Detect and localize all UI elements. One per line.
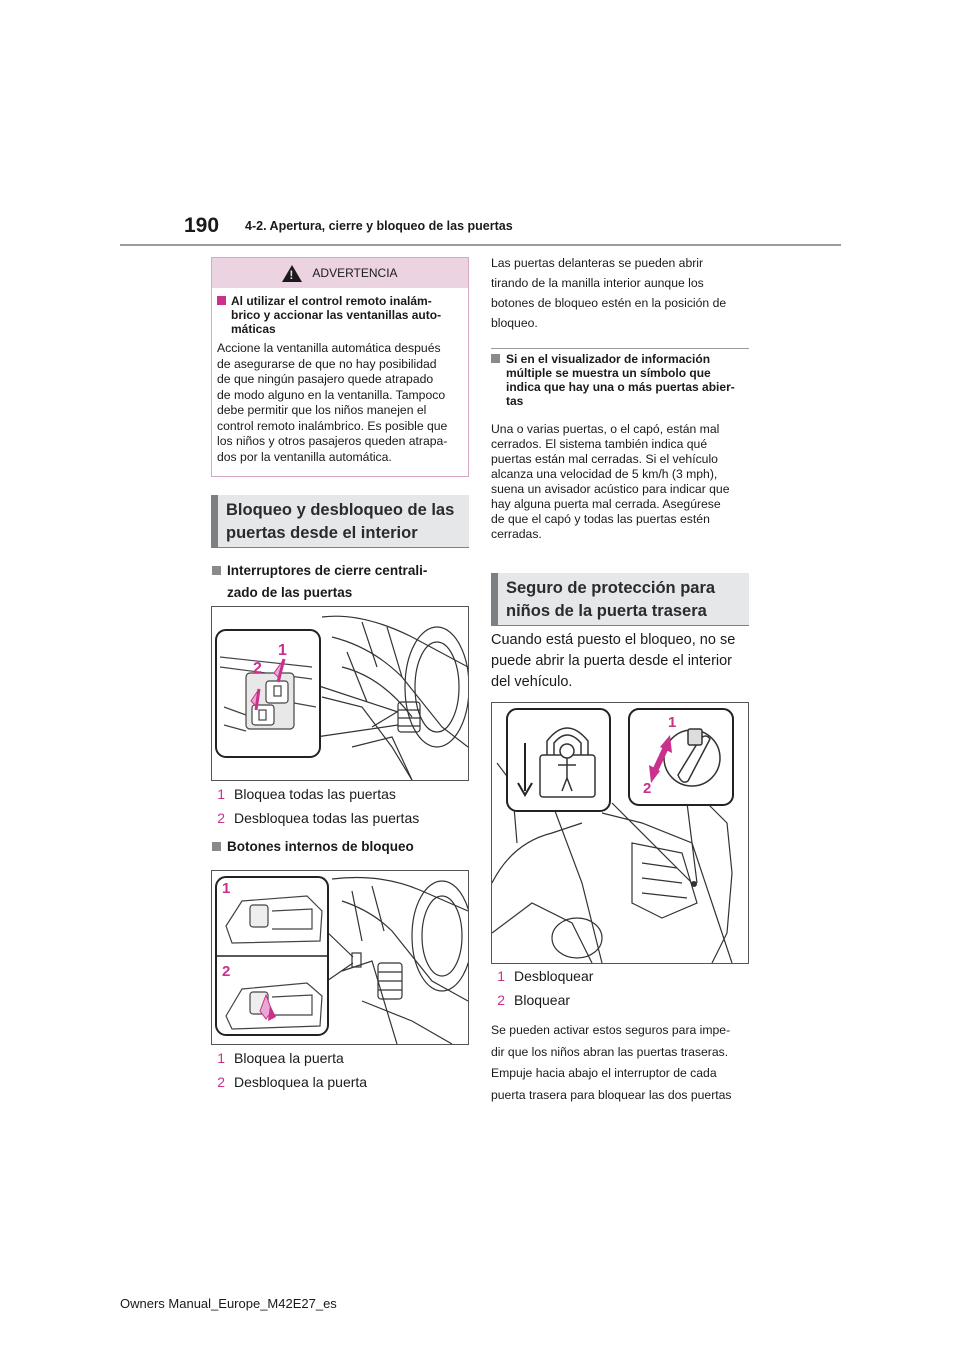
subheading-text: Si en el visualizador de información múltiple se muestra un símbolo que indica que hay una o más puertas abier- tas <box>506 352 735 408</box>
warning-triangle-icon <box>282 265 302 282</box>
section-title: 4-2. Apertura, cierre y bloqueo de las puertas <box>245 219 513 233</box>
list-item: 2 Desbloquea la puerta <box>217 1074 368 1090</box>
child-lock-intro: Cuando está puesto el bloqueo, no se puede abrir la puerta desde el interior del vehículo. <box>491 632 736 690</box>
list-child-lock <box>493 964 593 1012</box>
warning-box <box>211 257 469 477</box>
square-bullet-icon <box>212 842 221 851</box>
section-heading-interior-lock: Bloqueo y desbloqueo de las puertas desde el interior <box>211 495 469 547</box>
subheading-text: Interruptores de cierre centrali- zado de las puertas <box>227 563 428 600</box>
figure-label-two: 2 <box>222 963 231 980</box>
list-item: 2 Bloquear <box>497 992 571 1008</box>
warning-subheading <box>217 294 463 336</box>
warning-subheading-text: Al utilizar el control remoto inalám- brico y accionar las ventanillas auto- máticas <box>231 294 442 336</box>
figure-label-two: 2 <box>253 660 262 677</box>
section-heading-rule <box>491 625 749 626</box>
header-rule <box>120 244 841 246</box>
list-interior-lock <box>213 1046 367 1094</box>
warning-label: ADVERTENCIA <box>312 266 398 280</box>
switch-illustration <box>212 607 468 780</box>
figure-label-one: 1 <box>278 642 287 659</box>
figure-interior-lock-buttons <box>211 870 469 1045</box>
section-heading-rule <box>211 547 469 548</box>
open-door-paragraph: Una o varias puertas, o el capó, están mal cerrados. El sistema también indica qué puertas están mal cerradas. Si el vehículo alcanza una velocidad de 5 km/h (3 mph), suena un avisador acústico para indicar que hay alguna puerta mal cerrada. Asegúrese de que el capó y todas las puertas estén cerradas. <box>491 422 730 541</box>
subheading-central-lock-switches <box>212 560 470 604</box>
list-item: 1 Bloquea la puerta <box>217 1050 344 1066</box>
subsection-rule <box>491 348 749 349</box>
subheading-text: Botones internos de bloqueo <box>227 839 414 854</box>
section-heading-child-lock: Seguro de protección para niños de la puerta trasera <box>491 573 749 625</box>
warning-header <box>212 258 468 288</box>
child-lock-paragraph: Se pueden activar estos seguros para impe- dir que los niños abran las puertas traseras. Empuje hacia abajo el interruptor de cada puerta trasera para bloquear las dos puertas <box>491 1023 732 1102</box>
figure-central-lock-switches <box>211 606 469 781</box>
figure-label-one: 1 <box>222 880 231 897</box>
lock-button-illustration <box>212 871 468 1044</box>
subheading-open-door-symbol <box>491 352 749 408</box>
page-number: 190 <box>184 214 220 237</box>
list-item: 2 Desbloquea todas las puertas <box>217 810 420 826</box>
list-central-lock <box>213 782 419 830</box>
square-bullet-icon <box>212 566 221 575</box>
footer-manual-id: Owners Manual_Europe_M42E27_es <box>120 1296 337 1311</box>
list-item: 1 Desbloquear <box>497 968 594 984</box>
square-bullet-icon <box>217 296 226 305</box>
square-bullet-icon <box>491 354 500 363</box>
figure-label-one: 1 <box>668 714 677 731</box>
figure-child-protection-lock <box>491 702 749 964</box>
figure-label-two: 2 <box>643 780 652 797</box>
subheading-interior-lock-buttons <box>212 838 470 856</box>
list-item: 1 Bloquea todas las puertas <box>217 786 396 802</box>
front-doors-paragraph: Las puertas delanteras se pueden abrir tirando de la manilla interior aunque los botones de bloqueo estén en la posición de bloqueo. <box>491 256 727 330</box>
child-lock-illustration <box>492 703 748 963</box>
warning-text: Accione la ventanilla automática después de asegurarse de que no hay posibilidad de que ningún pasajero quede atrapado de modo alguno en la ventanilla. Tampoco debe permitir que los niños manejen el control remoto inalámbrico. Es posible que los niños y otros pasajeros queden atrapa- dos por la ventanilla automática. <box>217 341 448 464</box>
